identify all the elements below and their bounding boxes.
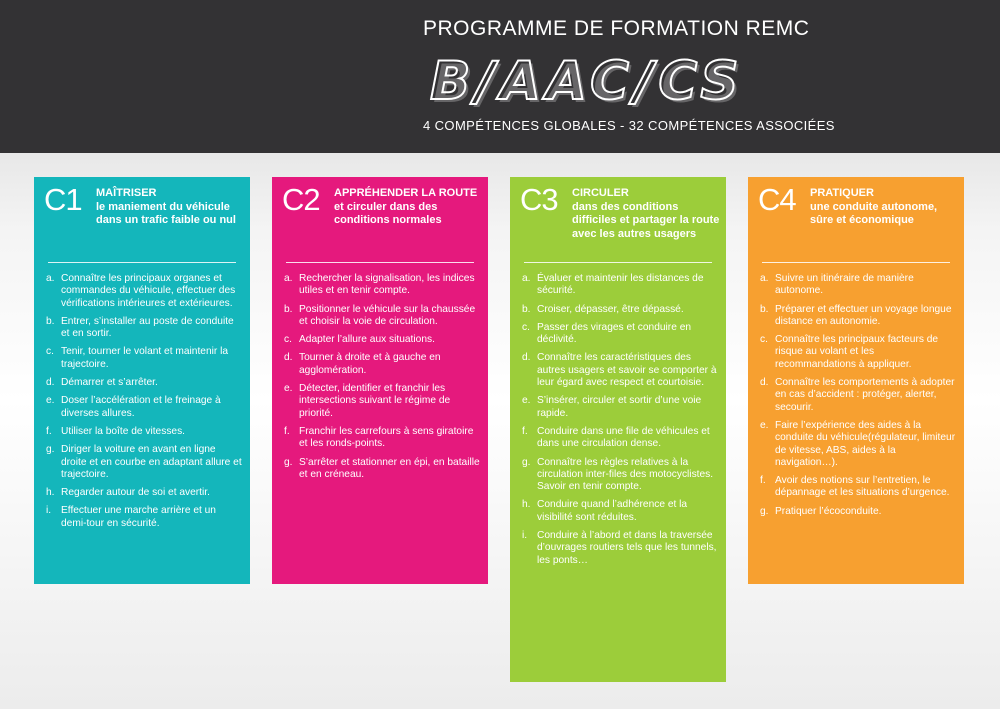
item-letter: d. <box>760 377 769 389</box>
item-text: Avoir des notions sur l’entretien, le dépannage et les situations d’urgence. <box>775 475 950 499</box>
item-letter: a. <box>760 273 769 284</box>
card-title: APPRÉHENDER LA ROUTE <box>334 187 478 199</box>
list-item <box>760 273 956 298</box>
item-letter: c. <box>760 334 768 346</box>
competence-list <box>748 263 964 518</box>
item-text: Croiser, dépasser, être dépassé. <box>537 303 684 315</box>
item-letter: e. <box>522 395 531 407</box>
item-text: Évaluer et maintenir les distances de sécurité. <box>537 273 704 297</box>
item-text: Passer des virages et conduire en déclivité. <box>537 321 692 346</box>
item-letter: a. <box>284 273 293 284</box>
item-letter: g. <box>284 456 293 468</box>
item-letter: e. <box>760 419 769 431</box>
card-divider <box>48 262 236 263</box>
competence-list <box>34 263 250 530</box>
item-text: S’arrêter et stationner en épi, en bataille et en créneau. <box>299 456 480 480</box>
card-code: C1 <box>44 182 82 217</box>
header-banner <box>0 0 1000 153</box>
main-title: B/AAC/CS <box>430 51 744 112</box>
card-header <box>748 177 964 263</box>
list-item <box>46 395 242 420</box>
item-letter: f. <box>760 475 766 487</box>
card-code: C2 <box>282 182 320 217</box>
item-text: Connaître les caractéristiques des autres usagers et savoir se comporter à leur égard avec respect et courtoisie. <box>537 352 717 389</box>
list-item <box>522 530 718 567</box>
competence-card-c1 <box>34 177 250 584</box>
list-item <box>46 346 242 371</box>
item-text: Faire l’expérience des aides à la conduite du véhicule(régulateur, limiteur de vitesse, ABS, aides à la navigation…). <box>775 419 956 468</box>
item-letter: g. <box>46 444 55 456</box>
item-letter: b. <box>760 303 769 315</box>
item-letter: c. <box>284 334 292 346</box>
item-text: Tourner à droite et à gauche en agglomération. <box>299 352 441 376</box>
list-item <box>284 273 480 298</box>
list-item <box>284 457 480 482</box>
item-letter: f. <box>522 425 528 437</box>
list-item <box>46 316 242 341</box>
item-letter: d. <box>46 377 55 389</box>
card-divider <box>524 262 712 263</box>
list-item <box>522 395 718 420</box>
item-letter: g. <box>760 505 769 517</box>
list-item <box>760 420 956 469</box>
item-text: Connaître les principaux organes et commandes du véhicule, effectuer des vérifications intérieures et extérieures. <box>61 273 236 309</box>
item-text: Démarrer et s’arrêter. <box>61 377 158 389</box>
item-letter: f. <box>46 425 52 437</box>
item-text: Suivre un itinéraire de manière autonome. <box>775 273 914 297</box>
list-item <box>522 352 718 389</box>
item-letter: d. <box>522 352 531 364</box>
item-text: Connaître les règles relatives à la circulation inter-files des motocyclistes. Savoir en tenir compte. <box>537 456 714 493</box>
list-item <box>284 352 480 377</box>
list-item <box>46 444 242 481</box>
competence-card-c4 <box>748 177 964 584</box>
program-title: PROGRAMME DE FORMATION REMC <box>423 17 810 40</box>
item-text: Entrer, s’installer au poste de conduite et en sortir. <box>61 315 234 340</box>
list-item <box>760 475 956 500</box>
list-item <box>46 377 242 389</box>
card-title: MAÎTRISER <box>96 187 157 199</box>
list-item <box>760 377 956 414</box>
card-divider <box>286 262 474 263</box>
item-text: Connaître les comportements à adopter en cas d’accident : protéger, alerter, secourir. <box>775 377 955 413</box>
item-text: Effectuer une marche arrière et un demi-tour en sécurité. <box>61 505 216 529</box>
item-text: Pratiquer l’écoconduite. <box>775 505 882 517</box>
item-letter: i. <box>46 505 52 517</box>
item-letter: a. <box>46 273 55 284</box>
item-text: Regarder autour de soi et avertir. <box>61 487 210 499</box>
list-item <box>522 499 718 524</box>
item-text: Rechercher la signalisation, les indices utiles et en tenir compte. <box>299 273 475 297</box>
header-subtitle: 4 COMPÉTENCES GLOBALES - 32 COMPÉTENCES ASSOCIÉES <box>423 118 835 133</box>
list-item <box>522 457 718 494</box>
item-letter: c. <box>522 321 530 333</box>
list-item <box>46 505 242 530</box>
list-item <box>522 304 718 316</box>
card-subtitle: une conduite autonome, sûre et économique <box>810 200 938 226</box>
item-letter: h. <box>522 499 531 511</box>
list-item <box>46 426 242 438</box>
card-title-block <box>810 187 958 228</box>
item-letter: f. <box>284 425 290 437</box>
card-subtitle: dans des conditions difficiles et partager la route avec les autres usagers <box>572 200 720 240</box>
list-item <box>46 487 242 499</box>
item-letter: i. <box>522 530 528 542</box>
item-text: Tenir, tourner le volant et maintenir la trajectoire. <box>61 346 229 370</box>
item-text: Diriger la voiture en avant en ligne droite et en courbe en adaptant allure et trajectoire. <box>61 444 242 480</box>
competence-list <box>272 263 488 481</box>
list-item <box>760 506 956 518</box>
card-code: C3 <box>520 182 558 217</box>
card-header <box>34 177 250 263</box>
item-text: S’insérer, circuler et sortir d’une voie rapide. <box>537 395 702 419</box>
item-letter: h. <box>46 487 55 499</box>
card-code: C4 <box>758 182 796 217</box>
list-item <box>284 426 480 451</box>
card-title-block <box>334 187 482 228</box>
competence-card-c3 <box>510 177 726 682</box>
card-subtitle: et circuler dans des conditions normales <box>334 200 442 226</box>
item-letter: a. <box>522 273 531 284</box>
item-text: Détecter, identifier et franchir les intersections suivant le régime de priorité. <box>299 383 451 419</box>
list-item <box>760 304 956 329</box>
item-text: Franchir les carrefours à sens giratoire et les ronds-points. <box>299 425 474 450</box>
item-text: Conduire dans une file de véhicules et dans une circulation dense. <box>537 425 710 450</box>
list-item <box>284 334 480 346</box>
item-letter: b. <box>46 315 55 327</box>
item-letter: c. <box>46 346 54 358</box>
list-item <box>284 383 480 420</box>
item-text: Utiliser la boîte de vitesses. <box>61 425 186 437</box>
card-title: PRATIQUER <box>810 187 874 199</box>
list-item <box>760 334 956 371</box>
card-header <box>510 177 726 263</box>
item-text: Conduire quand l’adhérence et la visibilité sont réduites. <box>537 499 688 523</box>
item-text: Doser l’accélération et le freinage à diverses allures. <box>61 395 221 419</box>
item-text: Positionner le véhicule sur la chaussée et choisir la voie de circulation. <box>299 303 476 327</box>
item-letter: b. <box>284 303 293 315</box>
card-title-block <box>572 187 720 241</box>
item-letter: g. <box>522 456 531 468</box>
list-item <box>284 304 480 329</box>
list-item <box>522 426 718 451</box>
card-divider <box>762 262 950 263</box>
item-letter: d. <box>284 352 293 364</box>
competence-card-c2 <box>272 177 488 584</box>
item-letter: e. <box>284 383 293 395</box>
card-subtitle: le maniement du véhicule dans un trafic faible ou nul <box>96 200 236 226</box>
item-text: Connaître les principaux facteurs de risque au volant et les recommandations à appliquer. <box>775 334 939 370</box>
item-letter: b. <box>522 303 531 315</box>
item-text: Adapter l’allure aux situations. <box>299 334 435 346</box>
list-item <box>522 322 718 347</box>
list-item <box>46 273 242 310</box>
competence-list <box>510 263 726 567</box>
item-text: Conduire à l’abord et dans la traversée d’ouvrages routiers tels que les tunnels, les ponts… <box>537 530 717 566</box>
card-header <box>272 177 488 263</box>
card-title: CIRCULER <box>572 187 629 199</box>
card-title-block <box>96 187 244 228</box>
item-letter: e. <box>46 395 55 407</box>
list-item <box>522 273 718 298</box>
item-text: Préparer et effectuer un voyage longue distance en autonomie. <box>775 303 952 327</box>
